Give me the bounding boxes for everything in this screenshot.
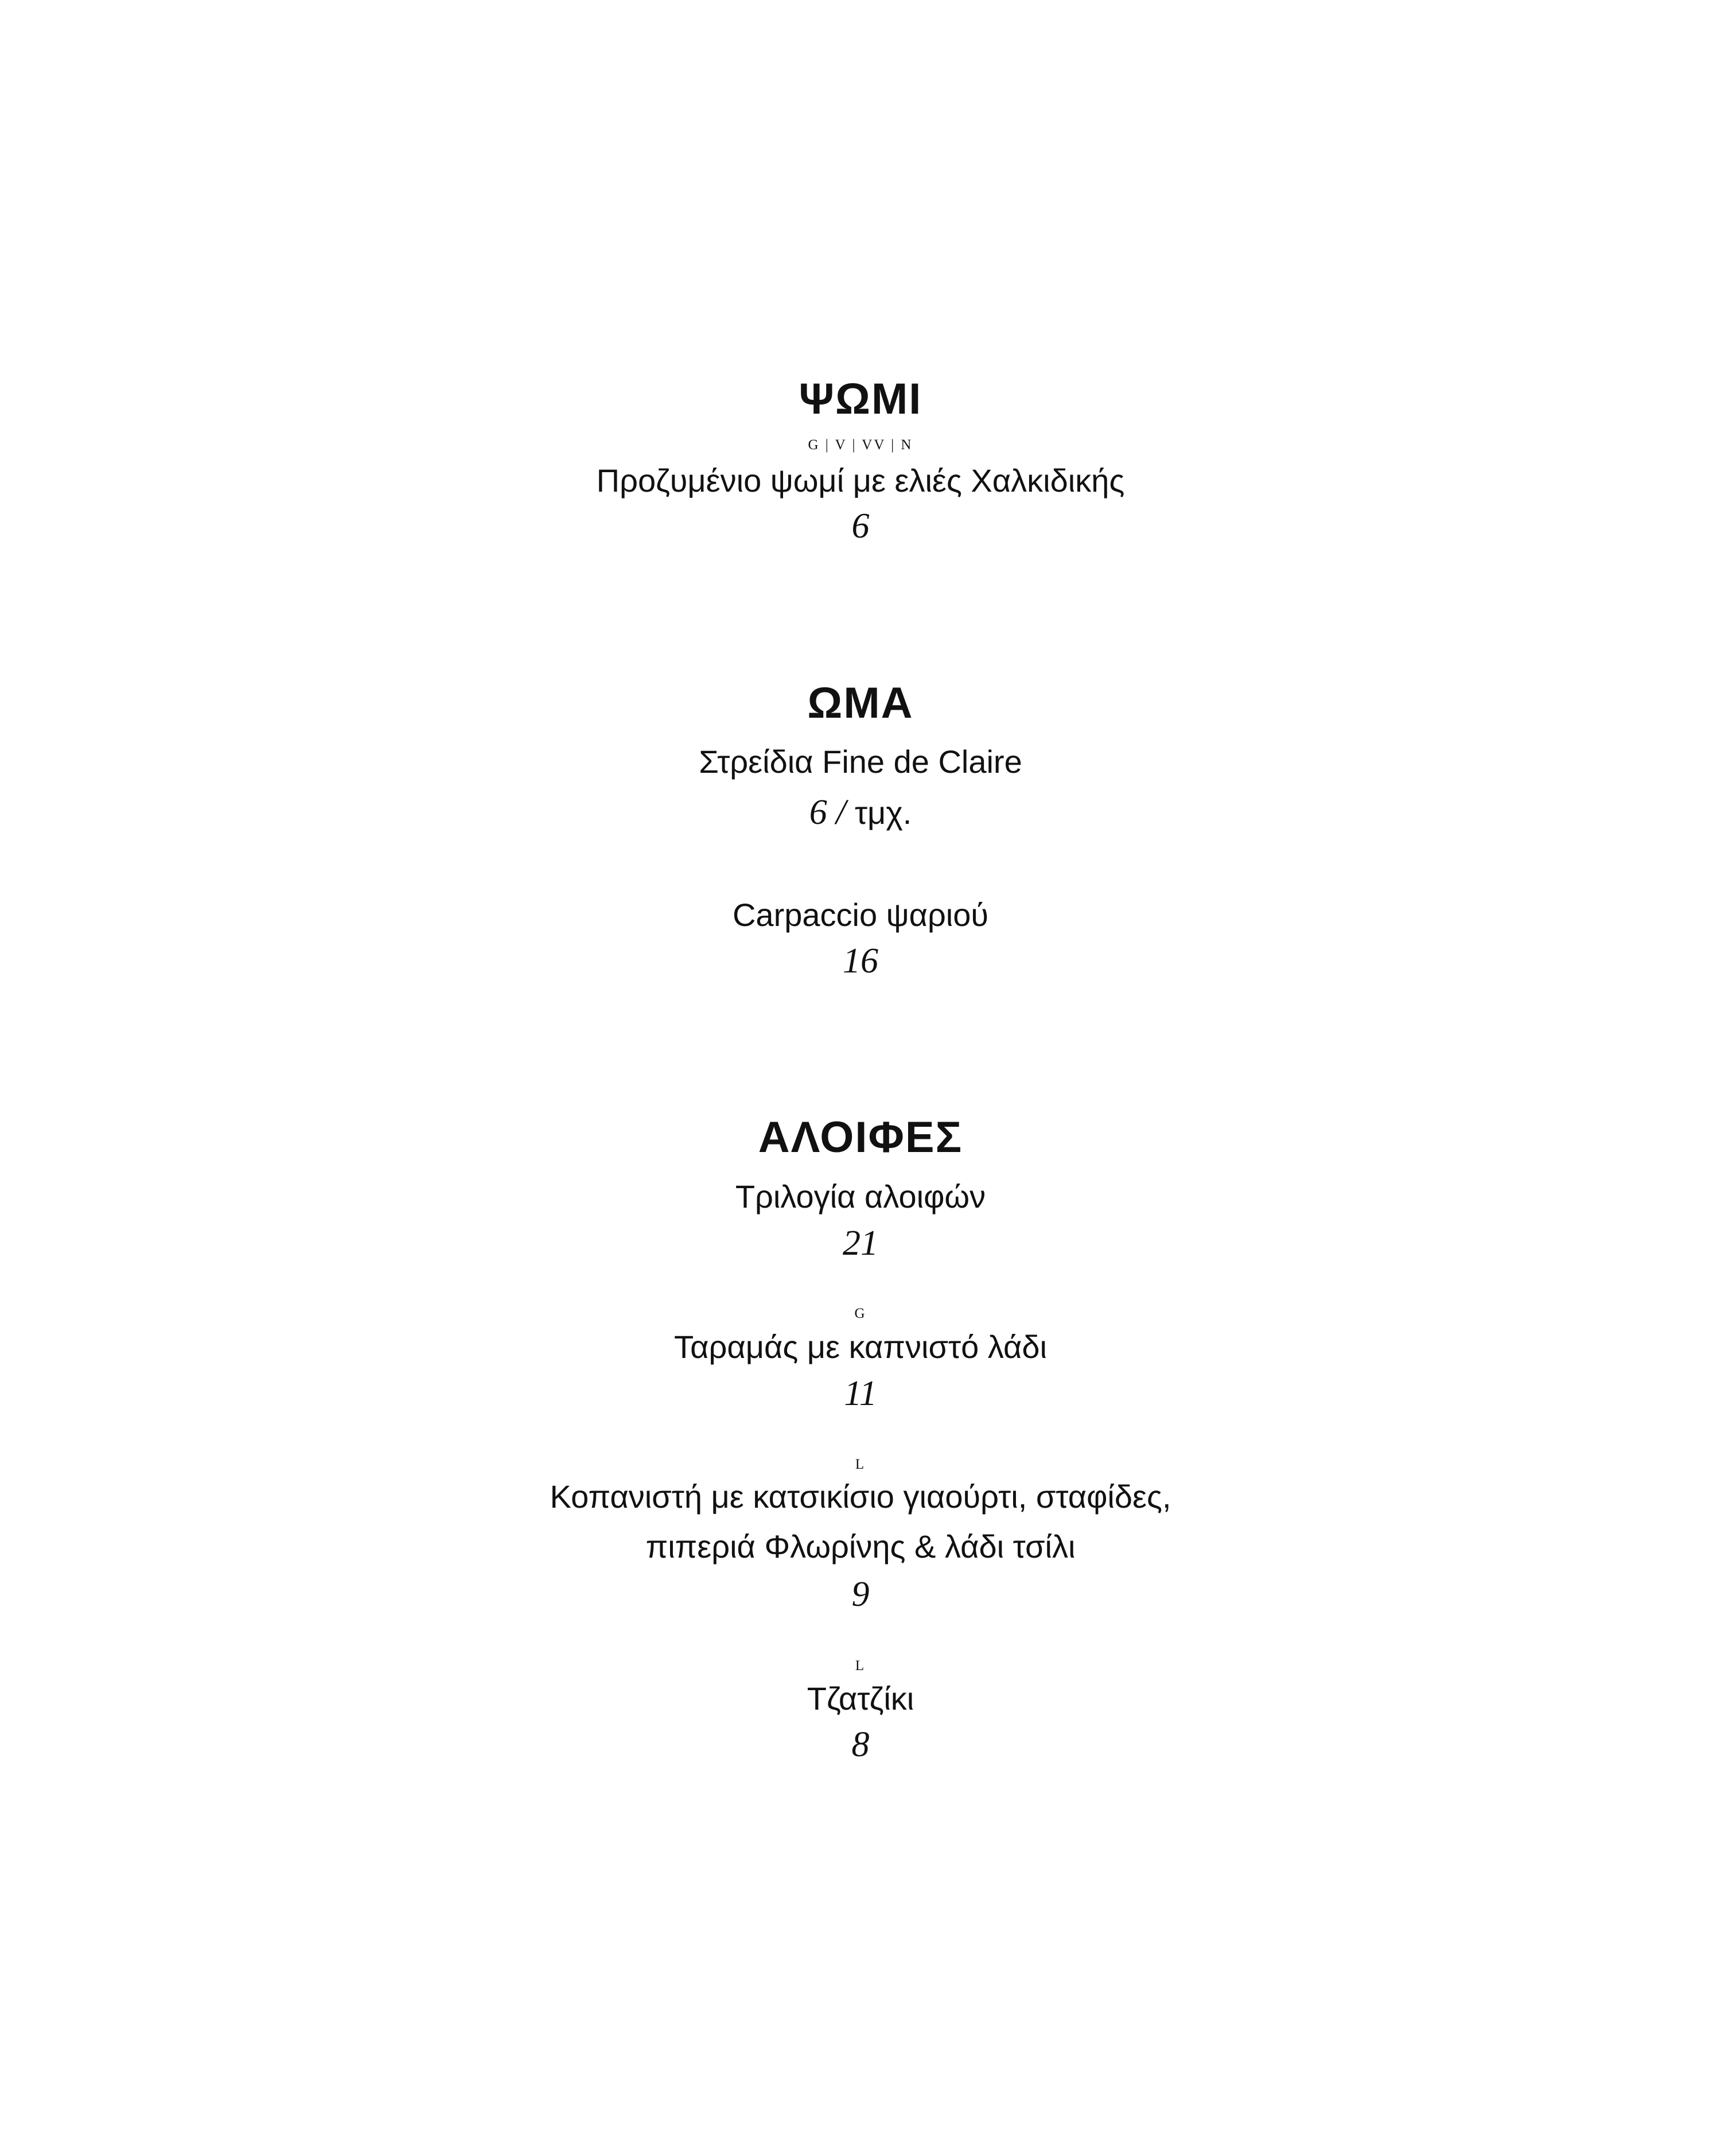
section-title: ΨΩΜΙ [799, 375, 922, 423]
section-title: ΑΛΟΙΦΕΣ [758, 1113, 963, 1162]
menu-item-price: 16 [843, 941, 878, 980]
dietary-tags: G | V | VV | N [808, 437, 913, 453]
menu-item-price: 9 [851, 1575, 870, 1614]
dietary-tags: L [855, 1658, 866, 1674]
section-title: ΩΜΑ [807, 679, 914, 727]
menu-item-price: 8 [851, 1725, 870, 1764]
menu-item-price: 11 [844, 1374, 877, 1413]
menu-item-price-row [0, 795, 1721, 830]
price-separator: / [836, 793, 846, 832]
price-unit: τμχ. [854, 795, 912, 831]
menu-item-name: Ταραμάς με καπνιστό λάδι [674, 1329, 1047, 1365]
menu-item-name: Τζατζίκι [807, 1680, 914, 1717]
menu-item-name: Στρείδια Fine de Claire [699, 744, 1022, 780]
dietary-tags: L [855, 1457, 866, 1472]
menu-item-price: 21 [843, 1224, 878, 1263]
menu-item-name: Carpaccio ψαριού [732, 897, 989, 933]
menu-item-name: Προζυμένιο ψωμί με ελιές Χαλκιδικής [596, 462, 1125, 499]
menu-item-name-line-1: Κοπανιστή με κατσικίσιο γιαούρτι, σταφίδες, [550, 1478, 1171, 1515]
menu-item-name: Τριλογία αλοιφών [735, 1178, 986, 1215]
menu-item-price: 6 [809, 793, 827, 832]
menu-item-name-line-2: πιπεριά Φλωρίνης & λάδι τσίλι [645, 1528, 1076, 1565]
menu-item-price: 6 [851, 507, 870, 546]
dietary-tags: G [854, 1306, 867, 1321]
